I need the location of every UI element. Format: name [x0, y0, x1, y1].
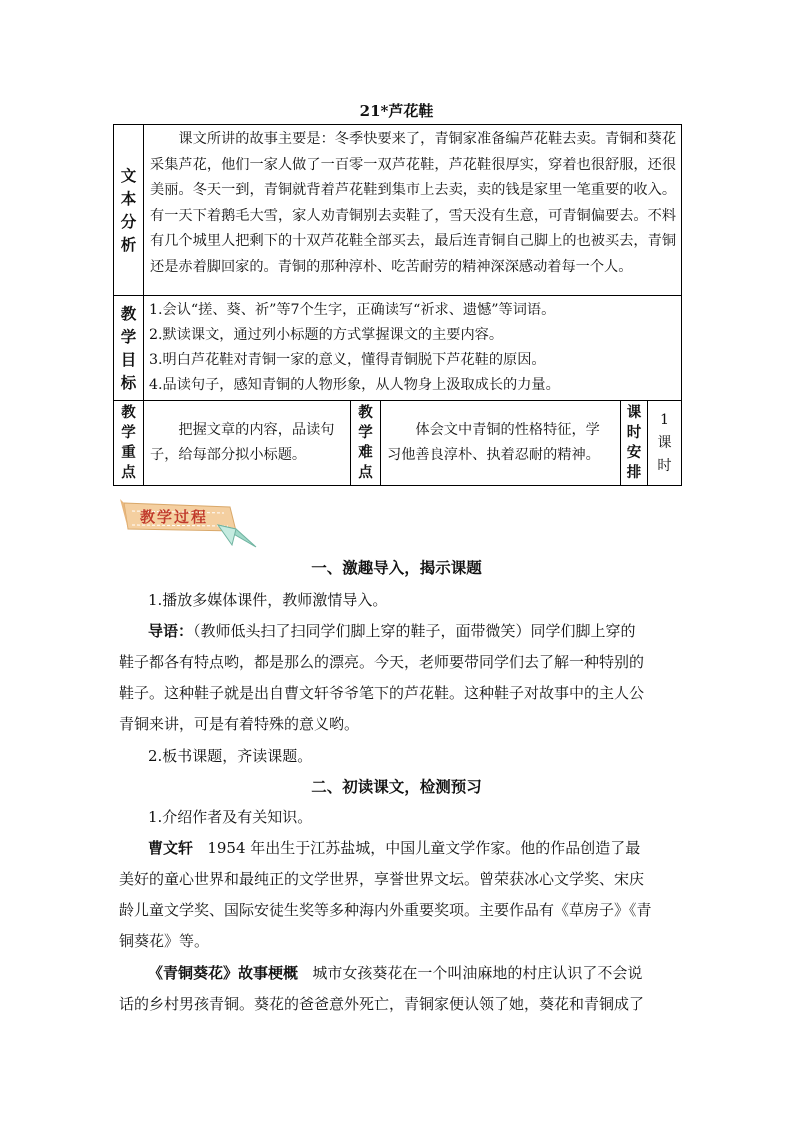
- difficult-points-text: 体会文中青铜的性格特征，学习他善良淳朴、执着忍耐的精神。: [381, 401, 621, 486]
- book-paragraph-line: 《青铜葵花》故事梗概 城市女孩葵花在一个叫油麻地的村庄认识了不会说: [148, 964, 643, 982]
- author-paragraph-line: 美好的童心世界和最纯正的文学世界，享誉世界文坛。曾荣获冰心文学奖、宋庆: [119, 870, 645, 888]
- difficult-points-label: 教 学 难 点: [351, 401, 381, 486]
- goals-list: [144, 296, 682, 401]
- book-paragraph-line: 话的乡村男孩青铜。葵花的爸爸意外死亡，青铜家便认领了她，葵花和青铜成了: [119, 995, 645, 1013]
- goal-item: 4.品读句子，感知青铜的人物形象，从人物身上汲取成长的力量。: [149, 377, 560, 393]
- lesson-info-table: [113, 124, 682, 486]
- goals-row: [114, 296, 682, 401]
- lesson-title: 21*芦花鞋: [359, 102, 434, 120]
- teaching-process-banner: [118, 495, 258, 551]
- author-label: 曹文轩: [148, 839, 194, 857]
- goals-label: 教 学 目 标: [114, 296, 144, 401]
- author-paragraph-line: 曹文轩 1954 年出生于江苏盐城，中国儿童文学作家。他的作品创造了最: [148, 839, 641, 857]
- analysis-label: 文 本 分 析: [114, 125, 144, 296]
- analysis-row: [114, 125, 682, 296]
- key-points-row: [114, 401, 682, 486]
- banner-text: 教学过程: [140, 508, 209, 526]
- author-paragraph-line: 铜葵花》等。: [119, 932, 210, 950]
- paragraph: 1.介绍作者及有关知识。: [148, 808, 313, 826]
- intro-paragraph-line: 鞋子。这种鞋子就是出自曹文轩爷爷笔下的芦花鞋。这种鞋子对故事中的主人公: [119, 684, 645, 702]
- key-points-label: 教 学 重 点: [114, 401, 144, 486]
- class-hours: 1 课 时: [648, 401, 682, 486]
- goal-item: 2.默读课文，通过列小标题的方式掌握课文的主要内容。: [149, 327, 504, 343]
- paper-plane-icon: [218, 525, 256, 547]
- goal-item: 1.会认“搓、葵、祈”等7个生字，正确读写“祈求、遗憾”等词语。: [149, 302, 556, 318]
- intro-paragraph-line: 鞋子都各有特点哟，都是那么的漂亮。今天，老师要带同学们去了解一种特别的: [119, 653, 645, 671]
- schedule-label: 课 时 安 排: [621, 401, 648, 486]
- paragraph: 1.播放多媒体课件，教师激情导入。: [148, 591, 388, 609]
- intro-label: 导语：: [148, 622, 194, 640]
- paragraph: 2.板书课题，齐读课题。: [148, 747, 313, 765]
- intro-paragraph-line: 导语：（教师低头扫了扫同学们脚上穿的鞋子，面带微笑）同学们脚上穿的: [148, 622, 636, 640]
- section-heading: 一、激趣导入，揭示课题: [311, 558, 482, 577]
- analysis-text: 课文所讲的故事主要是：冬季快要来了，青铜家准备编芦花鞋去卖。青铜和葵花采集芦花，他们一家人做了一百零一双芦花鞋，芦花鞋很厚实，穿着也很舒服，还很美丽。冬天一到，青铜就背着芦花鞋到集市上去卖，卖的钱是家里一笔重要的收入。有一天下着鹅毛大雪，家人劝青铜别去卖鞋了，雪天没有生意，可青铜偏要去。不料有几个城里人把剩下的十双芦花鞋全部买去，最后连青铜自己脚上的也被买去，青铜还是赤着脚回家的。青铜的那种淳朴、吃苦耐劳的精神深深感动着每一个人。: [144, 125, 682, 296]
- book-label: 《青铜葵花》故事梗概: [148, 964, 299, 982]
- section-heading: 二、初读课文，检测预习: [311, 777, 482, 796]
- author-paragraph-line: 龄儿童文学奖、国际安徒生奖等多种海内外重要奖项。主要作品有《草房子》《青: [119, 901, 652, 919]
- goal-item: 3.明白芦花鞋对青铜一家的意义，懂得青铜脱下芦花鞋的原因。: [149, 352, 546, 368]
- intro-paragraph-line: 青铜来讲，可是有着特殊的意义哟。: [119, 715, 360, 733]
- key-points-text: 把握文章的内容，品读句子，给每部分拟小标题。: [144, 401, 351, 486]
